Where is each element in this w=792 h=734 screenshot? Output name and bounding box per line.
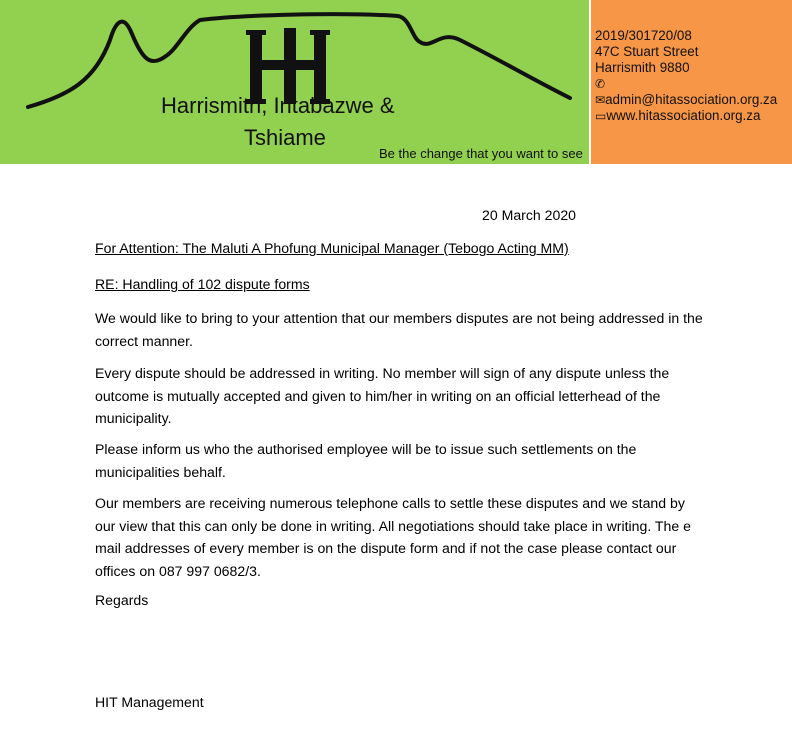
- paragraph-1: We would like to bring to your attention that our members disputes are not being addressed in the correct manner.: [95, 310, 703, 349]
- email-link[interactable]: admin@hitassociation.org.za: [605, 92, 778, 107]
- org-name-line2: Tshiame: [244, 125, 326, 150]
- street-address: 47C Stuart Street: [595, 44, 699, 59]
- registration-number: 2019/301720/08: [595, 28, 692, 43]
- signature: HIT Management: [95, 694, 204, 710]
- town-address: Harrismith 9880: [595, 60, 690, 75]
- attention-line: For Attention: The Maluti A Phofung Municipal Manager (Tebogo Acting MM): [95, 240, 569, 256]
- closing: Regards: [95, 592, 149, 608]
- contact-block: [595, 28, 777, 124]
- tagline: Be the change that you want to see: [379, 146, 583, 161]
- computer-icon: ▭: [595, 109, 607, 123]
- letter-date: 20 March 2020: [482, 207, 577, 223]
- letterhead: [0, 0, 792, 165]
- org-name-line1: Harrismith, Intabazwe &: [161, 93, 395, 118]
- envelope-icon: ✉: [595, 93, 606, 107]
- paragraph-3: Please inform us who the authorised employee will be to issue such settlements on the municipalities behalf.: [95, 441, 637, 480]
- subject-line: RE: Handling of 102 dispute forms: [95, 276, 310, 292]
- paragraph-4: Our members are receiving numerous telephone calls to settle these disputes and we stand by our view that this can only be done in writing. All negotiations should take place in writing. The e mail addresses of every member is on the dispute form and if not the case please contact our offices on 087 997 0682/3.: [95, 495, 691, 579]
- website-link[interactable]: www.hitassociation.org.za: [606, 108, 761, 123]
- paragraph-2: Every dispute should be addressed in writing. No member will sign of any dispute unless the outcome is mutually accepted and given to him/her in writing on an official letterhead of the municipality.: [95, 365, 670, 426]
- phone-icon: ✆: [595, 77, 606, 91]
